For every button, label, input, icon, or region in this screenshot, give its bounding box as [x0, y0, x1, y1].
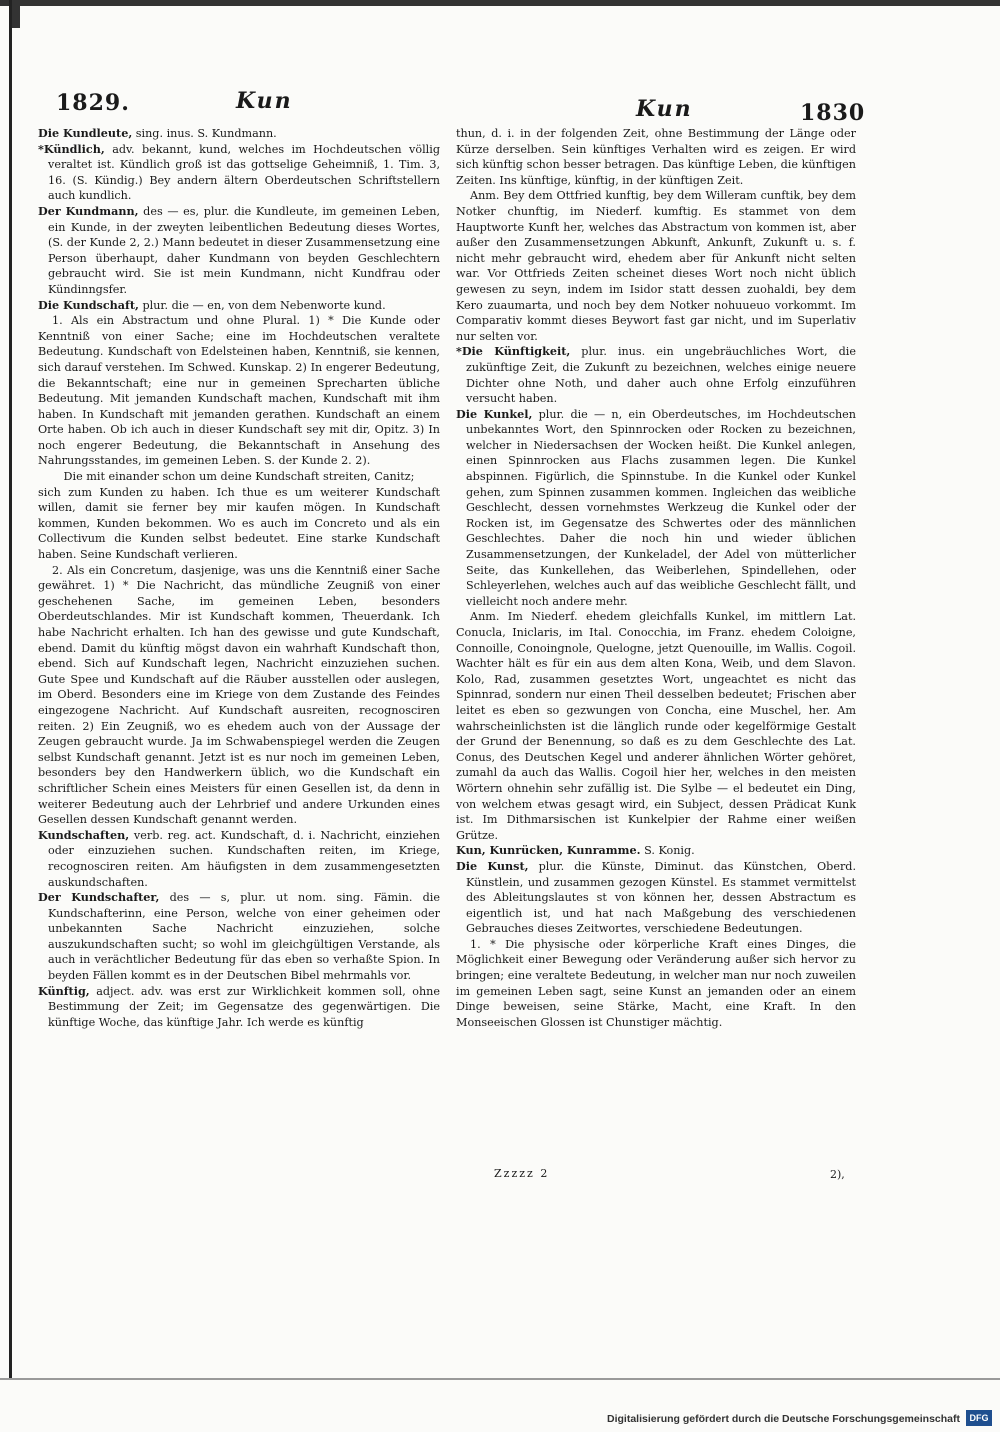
entry-lemma: Kundschaften, [38, 827, 130, 842]
entry-lemma: Der Kundmann, [38, 203, 139, 218]
entry-text: des — es, plur. die Kundleute, im gemeinen Leben, ein Kunde, in der zweyten leibentlichen Bedeutung dieses Wortes, (S. der Kunde 2, 2.) Mann bedeutet in dieser Zusammensetzung eine Person überhaupt, daher Kundmann von beyden Geschlechtern gebraucht wird. Sie ist mein Kundmann, nicht Kundfrau oder Kündinngsfer. [48, 204, 440, 296]
scan-edge-mark [12, 6, 20, 28]
entry-text: 1. Als ein Abstractum und ohne Plural. 1) * Die Kunde oder Kenntniß von einer Sache; eine im Hochdeutschen veraltete Bedeutung. Kundschaft von Edelsteinen haben, Kenntniß, sie kennen, sich darauf verstehen. Im Schwed. Kunskap. 2) In engerer Bedeutung, die Bekanntschaft; eine nur in gemeinen Sprecharten übliche Bedeutung. Mit jemanden Kundschaft machen, Kundschaft mit ihm haben. In Kundschaft mit jemanden gerathen. Kundschaft an einem Orte haben. Ob ich auch in dieser Kundschaft sey mit dir, Opitz. 3) In noch engerer Bedeutung, die Bekanntschaft in Ansehung des Nahrungsstandes, im gemeinen Leben. S. der Kunde 2. 2). [38, 314, 440, 468]
entry-text: 1. * Die physische oder körperliche Kraft eines Dinges, die Möglichkeit einer Bewegung oder Veränderung außer sich hervor zu bringen; eine veraltete Bedeutung, in welcher man nur noch zuweilen im gemeinen Leben sagt, seine Kunst an jemanden oder an einem Dinge beweisen, seine Stärke, Macht, eine Kraft. In den Monseeischen Glossen ist Chunstiger mächtig. [456, 937, 856, 1029]
entry [38, 142, 440, 204]
entry [456, 344, 856, 406]
entry [456, 859, 856, 937]
entry [456, 407, 856, 610]
entry-paragraph [38, 485, 440, 563]
entry [38, 984, 440, 1031]
right-running-head: Kun [636, 96, 693, 122]
entry-lemma: Die Kunst, [456, 858, 529, 873]
entry-text: Anm. Bey dem Ottfried kunftig, bey dem Willeram cunftik, bey dem Notker chunftig, im Niederf. kumftig. Es stammet von dem Hauptworte Kunft her, welches das Abstractum von kommen ist, aber außer den Zusammensetzungen Abkunft, Ankunft, Zukunft u. s. f. nicht mehr gebraucht wird, ehedem aber für Ankunft nicht selten war. Vor Ottfrieds Zeiten scheinet dieses Wort noch nicht üblich gewesen zu seyn, indem im Isidor statt dessen zuohaldi, bey dem Kero zuaumarta, und noch bey dem Notker nohuueuo vorkommt. Im Comparativ kommt dieses Beywort fast gar nicht, und im Superlativ nur selten vor. [456, 189, 856, 343]
right-column [456, 126, 856, 1030]
entry-text: adv. bekannt, kund, welches im Hochdeutschen völlig veraltet ist. Kündlich groß ist das gottselige Geheimniß, 1. Tim. 3, 16. (S. Kündig.) Bey andern ältern Oberdeutschen Schriftstellern auch kundlich. [48, 142, 440, 203]
entry-paragraph [456, 937, 856, 1031]
entry-lemma: Künftig, [38, 983, 90, 998]
entry-paragraph [38, 313, 440, 469]
entry [456, 843, 856, 859]
entry-text: Anm. Im Niederf. ehedem gleichfalls Kunkel, im mittlern Lat. Conucla, Iniclaris, im Ital. Conocchia, im Franz. ehedem Coloigne, Connoille, Conoingnole, Quelogne, jetzt Quenouille, im Wallis. Cogoil. Wachter hält es für ein aus dem alten Kona, Weib, und dem Slavon. Kolo, Rad, zusammen gesetztes Wort, ungeachtet es nicht das Spinnrad, sondern nur einen Theil desselben bedeutet; Frischen aber leitet es eben so gezwungen von Concha, eine Muschel, her. Am wahrscheinlichsten ist die länglich runde oder kegelförmige Gestalt der Grund der Benennung, so daß es zu dem Geschlechte des Lat. Conus, des Deutschen Kegel und anderer ähnlichen Wörter gehöret, zumahl da auch das Wallis. Cogoil hier her, welches in den meisten Wörtern ohnehin sehr zufällig ist. Die Sylbe — el bedeutet ein Ding, von welchem etwas gesagt wird, ein Subject, dessen Prädicat Kunk ist. Im Dithmarsischen ist Kunkelpier der Rahme einer weißen Grütze. [456, 610, 856, 842]
left-column [38, 126, 440, 1030]
entry-text: plur. inus. ein ungebräuchliches Wort, die zukünftige Zeit, die Zukunft zu bezeichnen, welches einige neuere Dichter ohne Noth, und daher auch ohne Erfolg einzuführen versucht haben. [466, 345, 856, 406]
entry-text: des — s, plur. ut nom. sing. Fämin. die Kundschafterinn, eine Person, welche von einer geheimen oder unbekannten Sache Nachricht einzuziehen, solche auszukundschaften sucht; so wohl im gleichgültigen Verstande, als auch in verächtlicher Bedeutung für das eben so verhaßte Spion. In beyden Fällen kommt es in der Deutschen Bibel mehrmahls vor. [48, 891, 440, 983]
bottom-rule [0, 1378, 1000, 1380]
entry-paragraph [38, 563, 440, 828]
entry-text: plur. die Künste, Diminut. das Künstchen, Oberd. Künstlein, und zusammen gezogen Künstel. Es stammet vermittelst des Ableitungslautes st von können her, dessen Abstractum es eigentlich ist, und hat nach Maßgebung des verschiedenen Gebrauches dieses Zeitwortes, verschiedene Bedeutungen. [466, 859, 857, 936]
right-column-number: 1830 [800, 100, 866, 126]
entry-text: sich zum Kunden zu haben. Ich thue es um weiterer Kundschaft willen, damit sie ferner bey mir kaufen mögen. In Kundschaft kommen, Kunden bekommen. Wo es auch im Concreto und als ein Collectivum die Kunden selbst bedeutet. Eine starke Kundschaft haben. Seine Kundschaft verlieren. [38, 485, 440, 562]
entry-text: plur. die — n, ein Oberdeutsches, im Hochdeutschen unbekanntes Wort, den Spinnrocken oder Rocken zu bezeichnen, welcher in Niedersachsen der Wocken heißt. Die Kunkel anlegen, einen Spinnrocken aus Flachs zusammen legen. Die Kunkel abspinnen. Figürlich, die Spinnstube. In die Kunkel oder Kunkel gehen, zum Spinnen zusammen kommen. Ingleichen das weibliche Geschlecht, dessen vornehmstes Werkzeug die Kunkel oder der Rocken ist, im Gegensatze des Schwertes oder des männlichen Geschlechtes. Daher die noch hin und wieder üblichen Zusammensetzungen, der Kunkeladel, der Adel von mütterlicher Seite, das Kunkellehen, das Weiberlehen, Spindellehen, oder Schleyerlehen, welches auch auf das weibliche Geschlecht fällt, und vielleicht noch andere mehr. [466, 407, 857, 608]
entry-paragraph [456, 609, 856, 843]
entry-lemma: *Die Künftigkeit, [456, 344, 571, 359]
signature-mark: Zzzzz 2 [494, 1167, 550, 1180]
entry-text: sing. inus. S. Kundmann. [135, 127, 277, 140]
digitization-credit: Digitalisierung gefördert durch die Deutsche Forschungsgemeinschaft [607, 1413, 960, 1425]
entry [38, 828, 440, 890]
entry-text: 2. Als ein Concretum, dasjenige, was uns die Kenntniß einer Sache gewähret. 1) * Die Nachricht, das mündliche Zeugniß von einer geschehenen Sache, im gemeinen Leben, besonders Oberdeutschlandes. Mir ist Kundschaft kommen, Theuerdank. Ich habe Nachricht erhalten. Ich han des gewisse und gute Kundschaft, ebend. Damit du künftig mögst davon ein wahrhaft Kundschaft thon, ebend. Sich auf Kundschaft legen, Nachricht einzuziehen suchen. Gute Spee und Kundschaft auf die Räuber ausstellen oder auslegen, im Oberd. Besonders eine im Kriege von dem Zustande des Feindes eingezogene Nachricht. Auf Kundschaft ausreiten, recognosciren reiten. 2) Ein Zeugniß, wo es ehedem auch von der Aussage der Zeugen gebraucht wurde. Ja im Schwabenspiegel werden die Zeugen selbst Kundschaft genannt. Jetzt ist es nur noch im gemeinen Leben, besonders bey den Handwerkern üblich, wo die Kundschaft ein schriftlicher Schein eines Meisters für einen Gesellen ist, da denn in weiterer Bedeutung auch der Lehrbrief und andere Urkunden eines Gesellen dessen Kundschaft genannt werden. [38, 563, 440, 827]
entry-paragraph [456, 188, 856, 344]
entry-text: adject. adv. was erst zur Wirklichkeit kommen soll, ohne Bestimmung der Zeit; im Gegensatze des gegenwärtigen. Die künftige Woche, das künftige Jahr. Ich werde es künftig [48, 984, 441, 1029]
entry-text: Die mit einander schon um deine Kundschaft streiten, Canitz; [63, 470, 415, 484]
entry [38, 298, 440, 314]
dfg-logo-text: DFG [969, 1413, 989, 1423]
entry-lemma: Die Kundschaft, [38, 297, 139, 312]
entry-paragraph [456, 126, 856, 188]
entry [38, 204, 440, 298]
entry-lemma: Die Kundleute, [38, 126, 133, 140]
entry-lemma: Kun, Kunrücken, Kunramme. [456, 843, 641, 858]
entry [38, 126, 440, 142]
left-column-number: 1829. [56, 90, 130, 116]
entry-lemma: *Kündlich, [38, 141, 105, 156]
catchword: 2), [830, 1168, 845, 1181]
scan-edge-top [0, 0, 1000, 6]
scan-edge-left [9, 0, 12, 1380]
entry-text: thun, d. i. in der folgenden Zeit, ohne Bestimmung der Länge oder Kürze derselben. Sein künftiges Verhalten wird es zeigen. Er wird sich künftig schon besser betragen. Das künftige Leben, die künftigen Zeiten. Ins künftige, künftig, in der künftigen Zeit. [456, 127, 856, 187]
entry-text: S. Konig. [644, 844, 695, 858]
entry-lemma: Der Kundschafter, [38, 890, 160, 905]
entry [38, 890, 440, 984]
entry-lemma: Die Kunkel, [456, 406, 533, 421]
left-running-head: Kun [236, 88, 293, 114]
entry-text: verb. reg. act. Kundschaft, d. i. Nachricht, einziehen oder einzuziehen suchen. Kundschaften reiten, im Kriege, recognosciren reiten. Am häufigsten in dem zusammengesetzten auskundschaften. [48, 828, 440, 889]
entry-text: plur. die — en, von dem Nebenworte kund. [142, 298, 386, 312]
verse-quote [38, 469, 440, 485]
